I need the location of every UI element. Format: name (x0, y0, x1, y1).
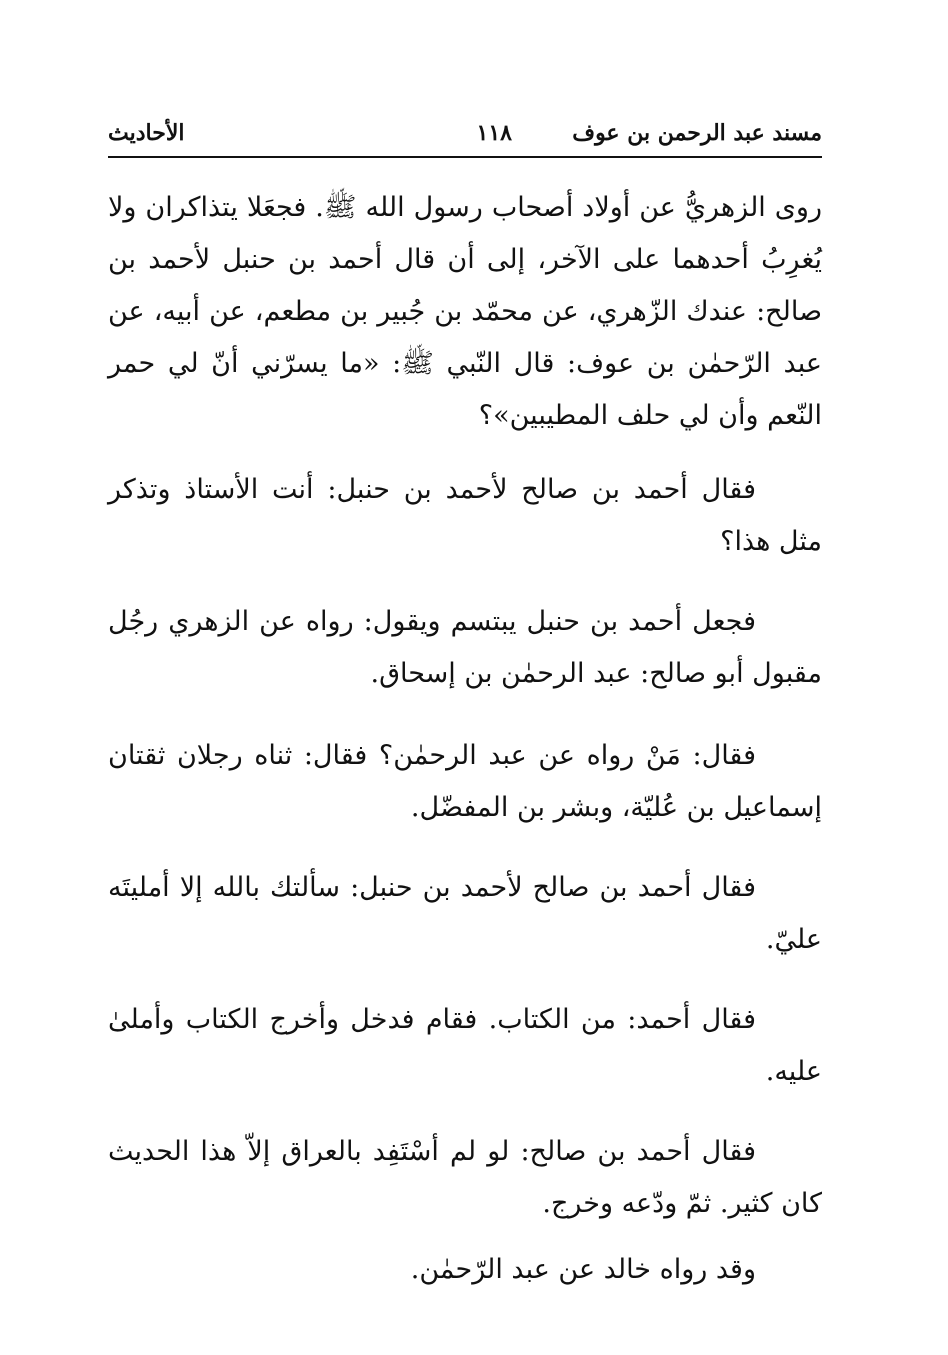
running-header (108, 120, 822, 156)
paragraph-3: فجعل أحمد بن حنبل يبتسم ويقول: رواه عن الزهري رجُل مقبول أبو صالح: عبد الرحمٰن بن إسحاق. (108, 606, 822, 689)
header-section-title: الأحاديث (108, 120, 185, 146)
paragraph-2: فقال أحمد بن صالح لأحمد بن حنبل: أنت الأستاذ وتذكر مثل هذا؟ (108, 474, 822, 557)
header-rule (108, 156, 822, 158)
paragraph-7: فقال أحمد بن صالح: لو لم أسْتَفِد بالعراق إلاّ هذا الحديث كان كثير. ثمّ ودّعه وخرج. (108, 1136, 822, 1219)
paragraph-1: روى الزهريُّ عن أولاد أصحاب رسول الله ﷺ. فجعَلا يتذاكران ولا يُغرِبُ أحدهما على الآخر، إلى أن قال أحمد بن حنبل لأحمد بن صالح: عندك الزّهري، عن محمّد بن جُبير بن مطعم، عن أبيه، عن عبد الرّحمٰن بن عوف: قال النّبي ﷺ: «ما يسرّني أنّ لي حمر النّعم وأن لي حلف المطيبين»؟ (108, 192, 822, 431)
header-book-title: مسند عبد الرحمن بن عوف (572, 120, 822, 146)
paragraph-8: وقد رواه خالد عن عبد الرّحمٰن. (410, 1254, 756, 1285)
page-body (108, 182, 822, 1296)
page-number: ١١٨ (476, 120, 512, 146)
paragraph-4: فقال: مَنْ رواه عن عبد الرحمٰن؟ فقال: ثناه رجلان ثقتان إسماعيل بن عُليّة، وبشر بن المفضّل. (108, 740, 822, 823)
paragraph-5: فقال أحمد بن صالح لأحمد بن حنبل: سألتك بالله إلا أمليتَه عليّ. (108, 872, 822, 955)
paragraph-6: فقال أحمد: من الكتاب. فقام فدخل وأخرج الكتاب وأملىٰ عليه. (108, 1004, 822, 1087)
